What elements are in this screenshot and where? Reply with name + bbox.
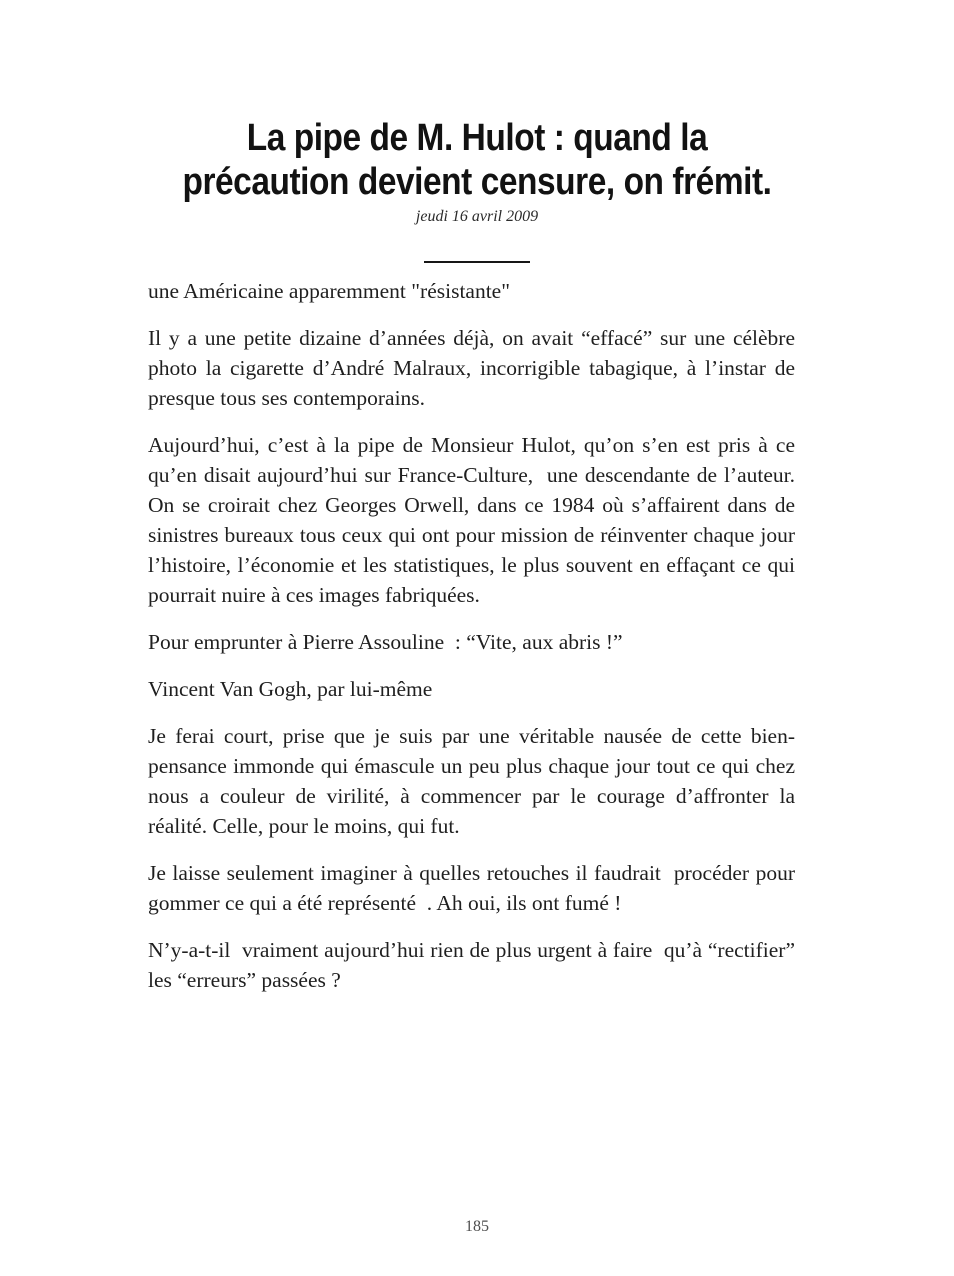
page-title-line-1: La pipe de M. Hulot : quand la [246, 117, 708, 159]
page-title-line-2: précaution devient censure, on frémit. [182, 161, 772, 203]
article-header [0, 116, 954, 227]
page-number: 185 [465, 1218, 489, 1235]
paragraph: Aujourd’hui, c’est à la pipe de Monsieur Hulot, qu’on s’en est pris à ce qu’en disait aujourd’hui sur France-Culture, une descendante de l’auteur. On se croirait chez Georges Orwell, dans ce 1984 où s’affairent dans de sinistres bureaux tous ceux qui ont pour mission de réinventer chaque jour l’histoire, l’économie et les statistiques, le plus souvent en effaçant ce qui pourrait nuire à ces images fabriquées. [148, 433, 801, 607]
paragraph: une Américaine apparemment "résistante" [148, 279, 511, 303]
paragraph: Je laisse seulement imaginer à quelles retouches il faudrait procéder pour gommer ce qui a été représenté . Ah oui, ils ont fumé ! [148, 861, 801, 915]
article-body [148, 276, 806, 995]
paragraph: Pour emprunter à Pierre Assouline : “Vite, aux abris !” [148, 630, 623, 654]
paragraph: Vincent Van Gogh, par lui-même [148, 677, 433, 701]
post-date: jeudi 16 avril 2009 [415, 208, 539, 225]
section-divider [424, 261, 530, 263]
paragraph: N’y-a-t-il vraiment aujourd’hui rien de plus urgent à faire qu’à “rectifier” les “erreurs” passées ? [148, 938, 806, 992]
paragraph: Je ferai court, prise que je suis par une véritable nausée de cette bien-pensance immonde qui émascule un peu plus chaque jour tout ce qui chez nous a couleur de virilité, à commencer par le courage d’affronter la réalité. Celle, pour le moins, qui fut. [148, 724, 801, 838]
page-title [0, 116, 954, 204]
paragraph: Il y a une petite dizaine d’années déjà, on avait “effacé” sur une célèbre photo la cigarette d’André Malraux, incorrigible tabagique, à l’instar de presque tous ses contemporains. [148, 326, 801, 410]
